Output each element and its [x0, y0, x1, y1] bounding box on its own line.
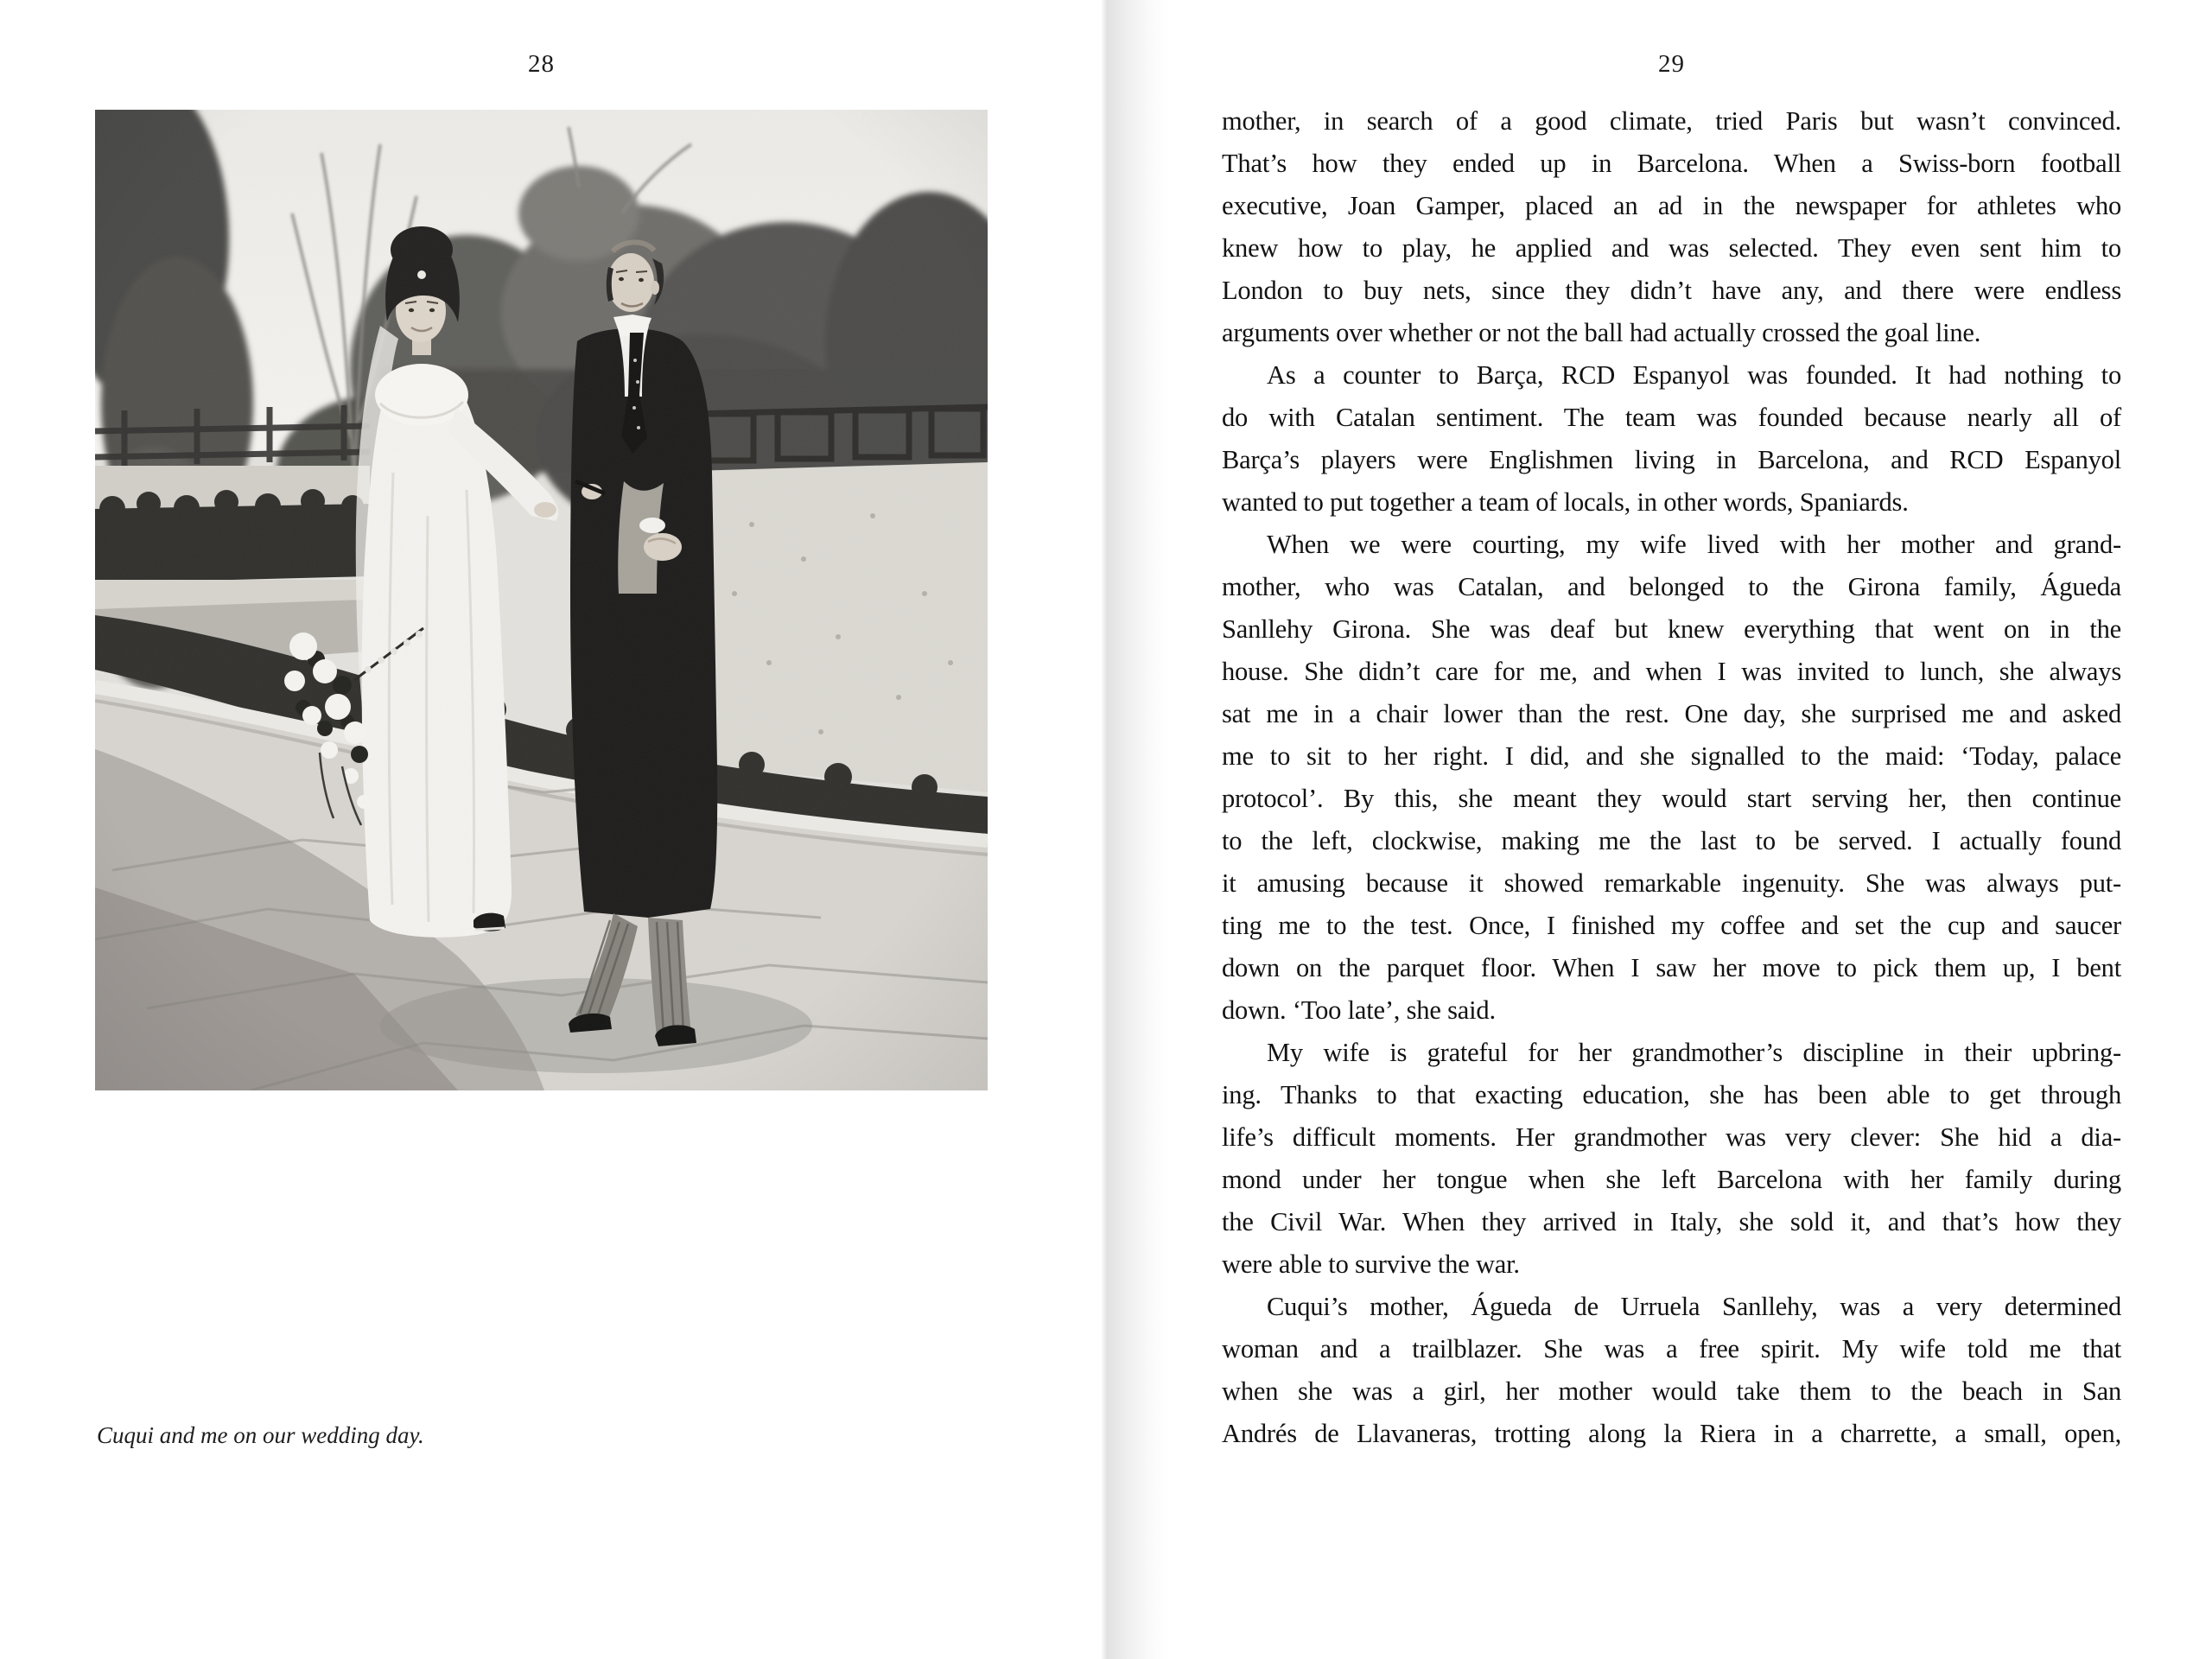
text-line: down on the parquet floor. When I saw her move to pick them up, I bent: [1222, 953, 2121, 982]
text-line: sat me in a chair lower than the rest. One day, she surprised me and asked: [1222, 699, 2121, 728]
text-line: mother, in search of a good climate, tried Paris but wasn’t convinced.: [1222, 106, 2121, 136]
text-line: ting me to the test. Once, I finished my coffee and set the cup and saucer: [1222, 911, 2121, 940]
text-line: knew how to play, he applied and was selected. They even sent him to: [1222, 233, 2121, 263]
text-line: me to sit to her right. I did, and she signalled to the maid: ‘Today, palace: [1222, 741, 2121, 771]
page-number-right: 29: [1658, 50, 1685, 78]
wedding-photo: [95, 110, 988, 1090]
text-line: mond under her tongue when she left Barcelona with her family during: [1222, 1165, 2121, 1194]
text-line: Barça’s players were Englishmen living in Barcelona, and RCD Espanyol: [1222, 445, 2121, 474]
text-line: wanted to put together a team of locals, in other words, Spaniards.: [1222, 487, 1909, 517]
text-line: My wife is grateful for her grandmother’s discipline in their upbring-: [1267, 1038, 2121, 1067]
text-line: when she was a girl, her mother would take them to the beach in San: [1222, 1376, 2121, 1406]
text-line: life’s difficult moments. Her grandmother was very clever: She hid a dia-: [1222, 1122, 2121, 1152]
text-line: ing. Thanks to that exacting education, she has been able to get through: [1222, 1080, 2121, 1109]
text-line: That’s how they ended up in Barcelona. When a Swiss-born football: [1222, 149, 2121, 178]
text-line: were able to survive the war.: [1222, 1249, 1520, 1279]
text-line: executive, Joan Gamper, placed an ad in the newspaper for athletes who: [1222, 191, 2121, 220]
text-line: to the left, clockwise, making me the last to be served. I actually found: [1222, 826, 2121, 855]
text-line: When we were courting, my wife lived with her mother and grand-: [1267, 530, 2121, 559]
right-page: [1107, 0, 2212, 1659]
text-line: Cuqui’s mother, Águeda de Urruela Sanllehy, was a very determined: [1267, 1292, 2121, 1321]
text-line: London to buy nets, since they didn’t have any, and there were endless: [1222, 276, 2121, 305]
body-text: [1222, 100, 2121, 1455]
text-line: do with Catalan sentiment. The team was founded because nearly all of: [1222, 403, 2121, 432]
photo-vignette: [95, 110, 988, 1090]
text-line: it amusing because it showed remarkable ingenuity. She was always put-: [1222, 868, 2121, 898]
page-number-left: 28: [528, 50, 555, 78]
text-line: protocol’. By this, she meant they would start serving her, then continue: [1222, 784, 2121, 813]
text-line: Andrés de Llavaneras, trotting along la Riera in a charrette, a small, open,: [1222, 1419, 2121, 1448]
text-line: As a counter to Barça, RCD Espanyol was founded. It had nothing to: [1267, 360, 2121, 390]
text-line: down. ‘Too late’, she said.: [1222, 995, 1496, 1025]
text-line: Sanllehy Girona. She was deaf but knew everything that went on in the: [1222, 614, 2121, 644]
text-line: woman and a trailblazer. She was a free spirit. My wife told me that: [1222, 1334, 2121, 1363]
text-line: mother, who was Catalan, and belonged to the Girona family, Águeda: [1222, 572, 2121, 601]
text-line: arguments over whether or not the ball had actually crossed the goal line.: [1222, 318, 1981, 347]
text-line: house. She didn’t care for me, and when I was invited to lunch, she always: [1222, 657, 2121, 686]
text-line: the Civil War. When they arrived in Italy, she sold it, and that’s how they: [1222, 1207, 2121, 1236]
photo-caption: Cuqui and me on our wedding day.: [97, 1422, 424, 1448]
